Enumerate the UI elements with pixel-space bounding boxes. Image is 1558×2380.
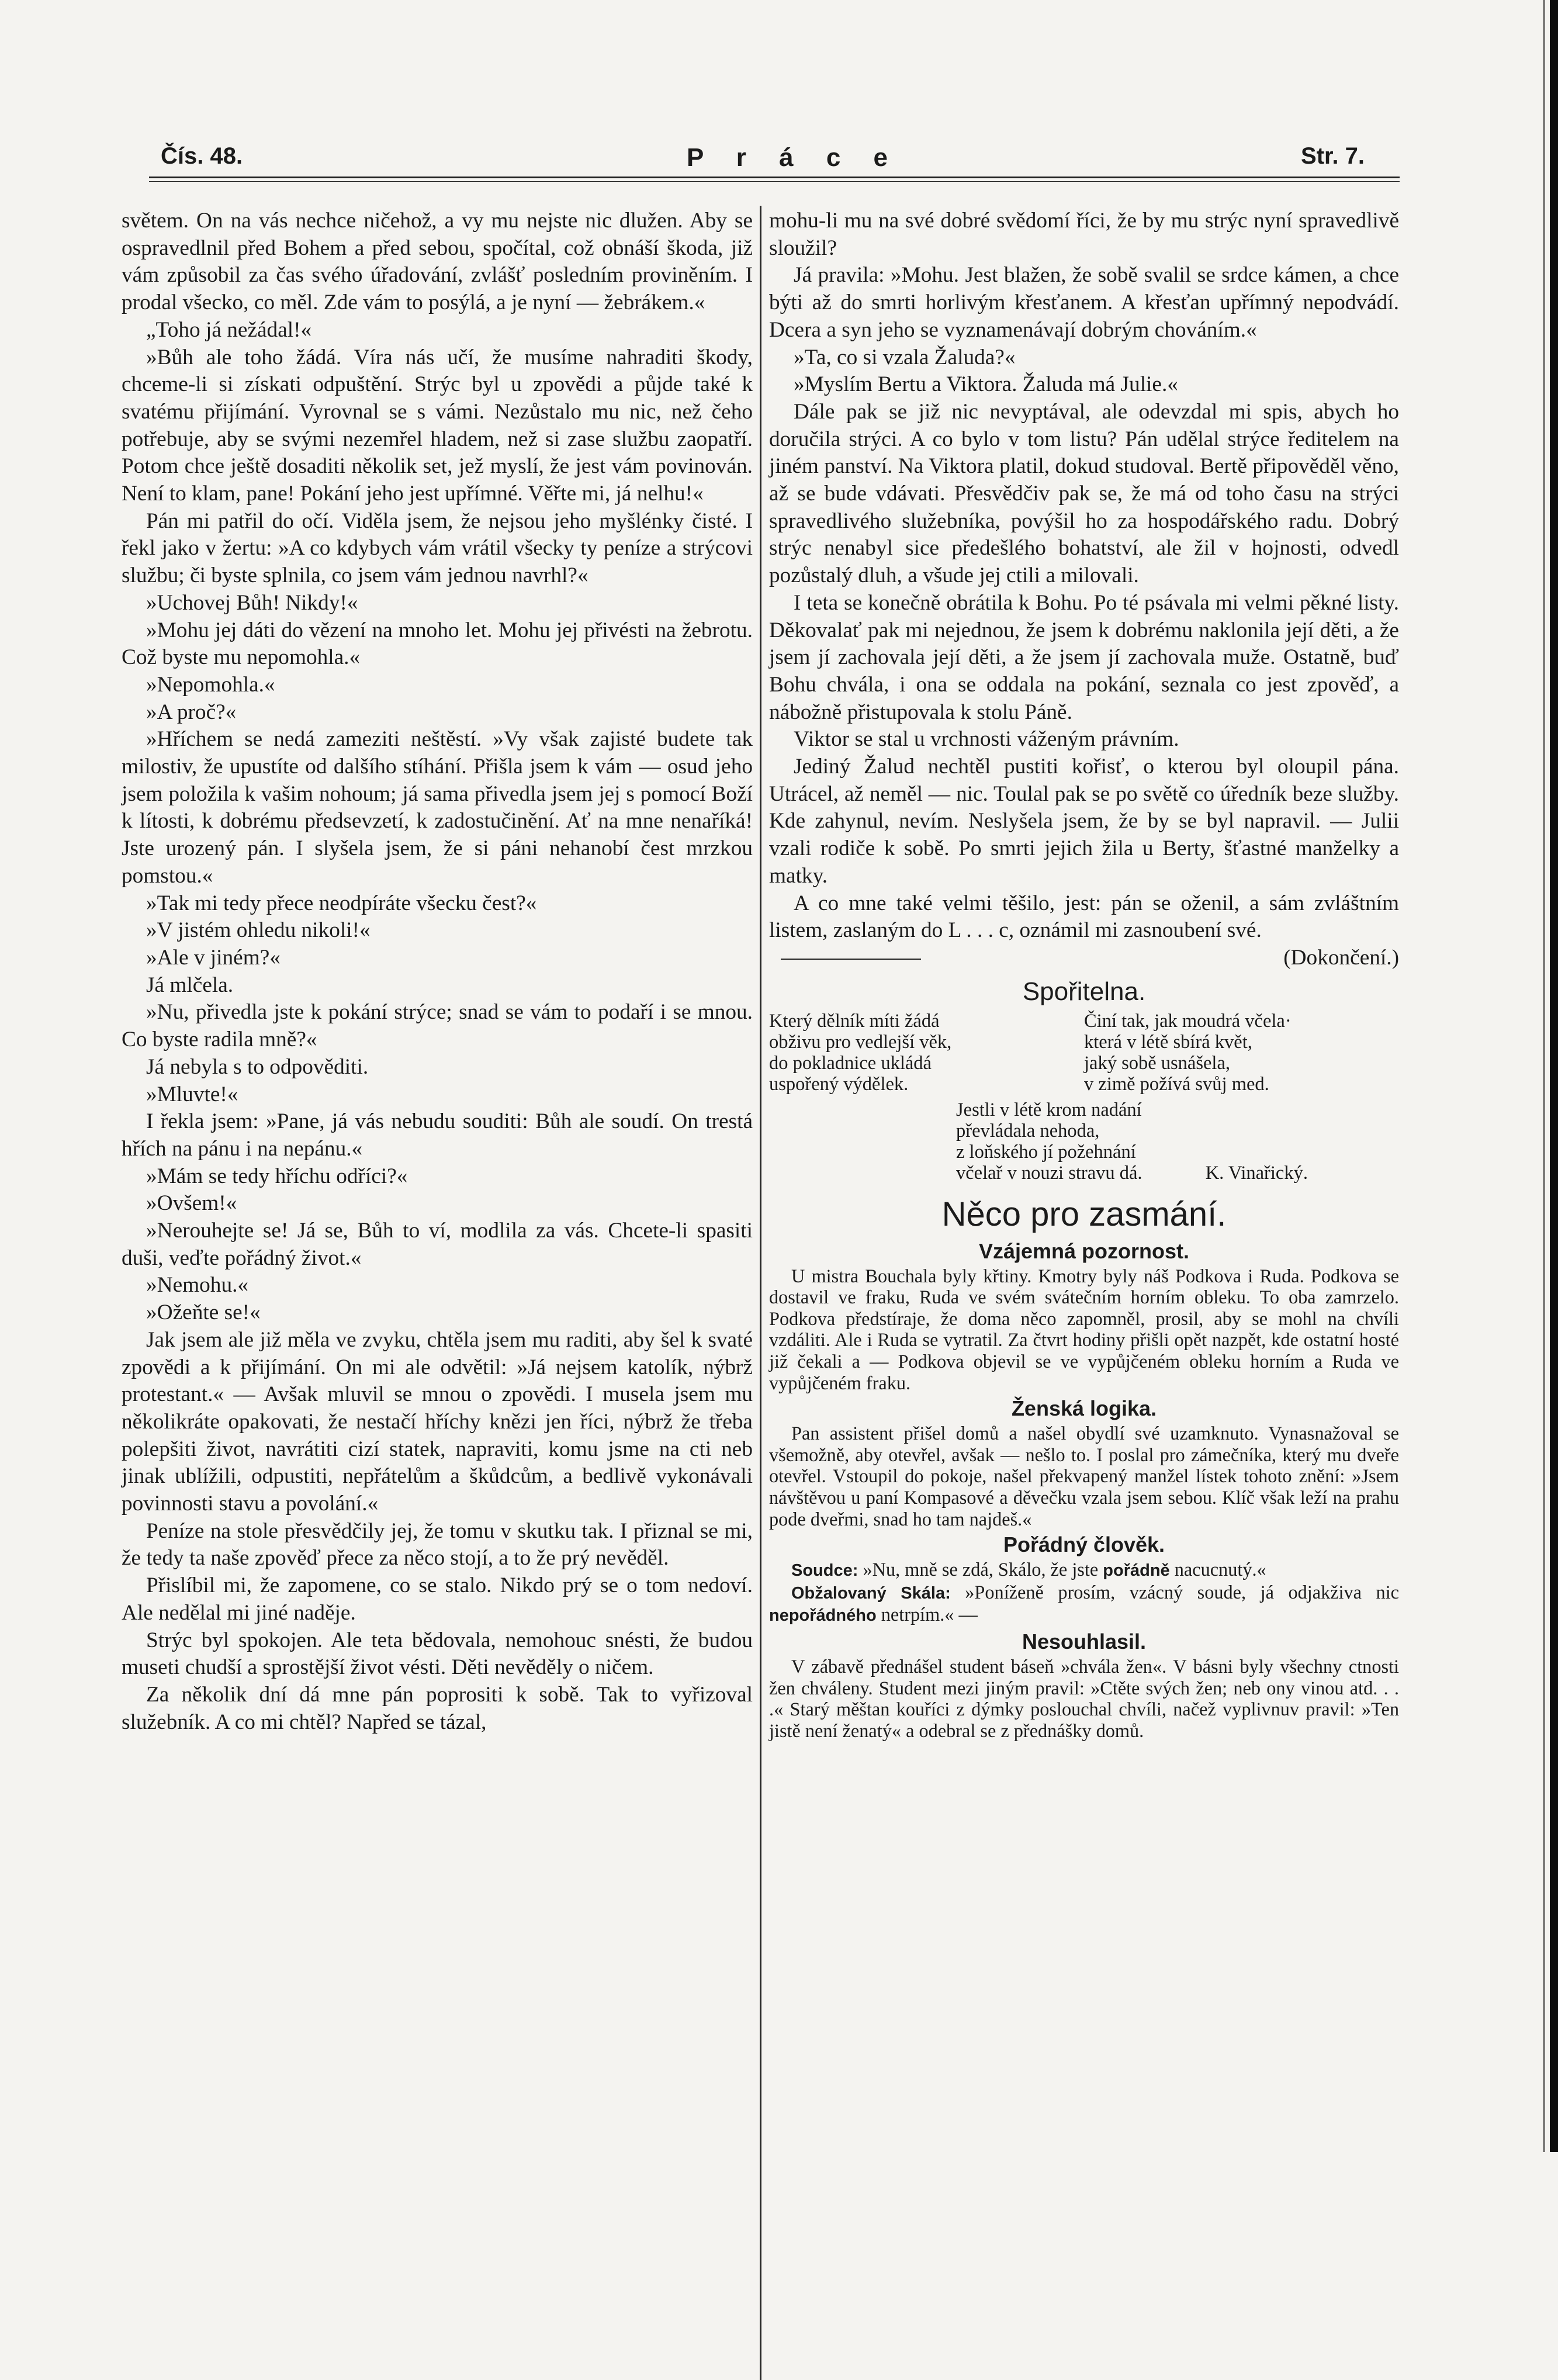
speaker-name: Soudce: (791, 1561, 858, 1580)
paragraph: »Tak mi tedy přece neodpíráte všecku čest?« (146, 891, 537, 915)
poem-stanza-center (956, 1099, 1399, 1184)
paragraph: »Ale v jiném?« (146, 945, 281, 970)
paragraph: Pán mi patřil do očí. Viděla jsem, že nejsou jeho myšlénky čisté. I řekl jako v žertu: »A co kdybych vám vrátil všecky ty peníze a strýcovi službu; či byste splnila, co jsem vám jednou navrhl?« (122, 508, 753, 588)
poem-line: převládala nehoda, (956, 1120, 1100, 1141)
paragraph: »Nu, přivedla jste k pokání strýce; snad se vám to podaří i se mnou. Co byste radila mně?« (122, 1000, 753, 1052)
issue-number: Čís. 48. (161, 143, 243, 169)
joke-heading: Vzájemná pozornost. (978, 1239, 1190, 1263)
poem-line-last (956, 1163, 1399, 1184)
poem-line: do pokladnice ukládá (769, 1052, 932, 1074)
paragraph: »Mohu jej dáti do vězení na mnoho let. Mohu jej přivésti na žebrotu. Což byste mu nepomohla.« (122, 618, 753, 670)
joke-text: U mistra Bouchala byly křtiny. Kmotry byly náš Podkova i Ruda. Podkova se dostavil ve fraku, Ruda ve svém svátečním horním obleku. To oba zamrzelo. Podkova předstíraje, že doma něco zapomněl, prosil, aby se mohl na chvíli vzdáliti. Ale i Ruda se vytratil. Za čtvrt hodiny přišli opět nazpět, kde ostatní hosté již čekali a — Podkova objevil se ve vypůjčeném obleku horním a Ruda ve vypůjčeném fraku. (769, 1265, 1399, 1393)
paragraph: »Mám se tedy hříchu odříci?« (146, 1164, 408, 1188)
paragraph: Já mlčela. (146, 973, 234, 997)
poem-line: z loňského jí požehnání (956, 1141, 1136, 1163)
paragraph: Strýc byl spokojen. Ale teta bědovala, nemohouc snésti, že budou museti chudší a sprostější život vésti. Děti nevěděly o ničem. (122, 1628, 753, 1680)
paragraph: »Nepomohla.« (146, 672, 275, 697)
newspaper-title: P r á c e (687, 143, 901, 172)
dialogue-text: nacucnutý.« (1174, 1559, 1266, 1580)
paragraph: Dále pak se již nic nevyptával, ale odevzdal mi spis, abych ho doručila strýci. A co bylo v tom listu? Pán udělal strýce ředitelem na jiném panství. Na Viktora platil, dokud studoval. Bertě připověděl věno, až se bude vdávati. Přesvědčiv pak se, že má od toho času na strýci spravedlivého služebníka, povýšil ho za hospodářského radu. Dobrý strýc nenabyl sice předešlého bohatství, ale žil v hojnosti, odvedl pozůstalý dluh, a všude jej ctili a milovali. (769, 399, 1399, 588)
paragraph: »Hříchem se nedá zameziti neštěstí. »Vy však zajisté budete tak milostiv, že upustíte od dalšího stíhání. Přišla jsem k vám — osud jeho jsem položila k vašim nohoum; já sama přivedla jsem jej s pomocí Boží k lítosti, k dobrému předsevzetí, k zadostučinění. Ať na mne nenaříká! Jste urozený pán. I slyšela jsem, že si páni nehanobí čest mrzkou pomstou.« (122, 727, 753, 888)
paragraph: I řekla jsem: »Pane, já vás nebudu souditi: Bůh ale soudí. On trestá hřích na pánu i na nepánu.« (122, 1109, 753, 1161)
paragraph: mohu-li mu na své dobré svědomí říci, že by mu strýc nyní spravedlivě sloužil? (769, 209, 1399, 260)
poem-line: v zimě požívá svůj med. (1084, 1073, 1269, 1095)
paragraph: »V jistém ohledu nikoli!« (146, 918, 371, 943)
poem-stanza-right (1084, 1011, 1399, 1095)
humor-section (769, 1239, 1399, 1742)
poem-line: jaký sobě usnášela, (1084, 1052, 1231, 1074)
paragraph: Jak jsem ale již měla ve zvyku, chtěla jsem mu raditi, aby šel k svaté zpovědi a k přijímání. On mi ale odvětil: »Já nejsem katolík, nýbrž protestant.« — Avšak mluvil se mnou o zpovědi. I musela jsem mu několikráte opakovati, že nestačí hříchy knězi jen říci, nýbrž že třeba polepšiti život, navrátiti cizí statek, napraviti, komu jsme na cti neb jinak ublížili, odpustiti, nepřátelům a škůdcům, a bedlivě vykonávali povinnosti stavu a povolání.« (122, 1327, 753, 1516)
poem-line: Který dělník míti žádá (769, 1010, 940, 1032)
paragraph: I teta se konečně obrátila k Bohu. Po té psávala mi velmi pěkné listy. Děkovalať pak mi nejednou, že jsem k dobrému naklonila její děti, a že jsem jí zachovala její děti, a že jsem jí zachovala muže. Ostatně, buď Bohu chvála, i ona se oddala na pokání, seznala co jest zpověď, a nábožně přistupovala k stolu Páně. (769, 590, 1399, 724)
paragraph: Jediný Žalud nechtěl pustiti kořisť, o kterou byl oloupil pána. Utrácel, až neměl — nic. Toulal pak se po světě co úředník beze služby. Kde zahynul, nevím. Neslyšela jsem, že by se byl napravil. — Julii vzali rodiče k sobě. Po smrti jejich žila u Berty, šťastné manželky a matky. (769, 755, 1399, 888)
continued-note: (Dokončení.) (1283, 945, 1399, 970)
paragraph: »Nerouhejte se! Já se, Bůh to ví, modlila za vás. Chcete-li spasiti duši, veďte pořádný život.« (122, 1219, 753, 1270)
paragraph: Peníze na stole přesvědčily jej, že tomu v skutku tak. I přiznal se mi, že tedy ta naše zpověď přece za něco stojí, a to že prý nevěděl. (122, 1518, 753, 1570)
joke-text: V zábavě přednášel student báseň »chvála žen«. V básni byly všechny ctnosti žen chváleny. Student mezi jiným pravil: »Ctěte svých žen; neb ony vinou atd. . . .« Starý měštan kouříci z dýmky poslouchal chvíli, načež vyplivnuv pravil: »Ten jistě není ženatý« a odebral se z přednášky domů. (769, 1656, 1399, 1741)
paragraph: „Toho já nežádal!« (146, 317, 312, 342)
dialogue-text: »Poníženě prosím, vzácný soude, já odjakživa nic (965, 1581, 1399, 1603)
paragraph: »Uchovej Bůh! Nikdy!« (146, 590, 358, 615)
paragraph: »Ovšem!« (146, 1191, 237, 1216)
paragraph: »Myslím Bertu a Viktora. Žaluda má Julie.« (794, 372, 1178, 397)
column-divider (760, 206, 761, 2380)
paragraph: Viktor se stal u vrchnosti váženým právním. (794, 727, 1179, 752)
paragraph: »Ožeňte se!« (146, 1300, 261, 1325)
dialogue-line (769, 1582, 1399, 1627)
poem-line: která v létě sbírá květ, (1084, 1031, 1252, 1053)
poem-row (769, 1011, 1399, 1095)
paragraph: A co mne také velmi těšilo, jest: pán se oženil, a sám zvláštním listem, zaslaným do L . . . c, oznámil mi zasnoubení své. (769, 891, 1399, 943)
paragraph: »Bůh ale toho žádá. Víra nás učí, že musíme nahraditi škody, chceme-li si získati odpuštění. Strýc byl u zpovědi a půjde také k svatému přijímání. Vyrovnal se s vámi. Nezůstalo mu nic, než čeho potřebuje, aby se svými nezemřel hladem, než si zase službu zaopatří. Potom chce ještě dosaditi několik set, jež myslí, že jest vám povinován. Není to klam, pane! Pokání jeho jest upřímné. Věřte mi, já nelhu!« (122, 345, 753, 506)
poem (769, 1011, 1399, 1184)
joke-text: Pan assistent přišel domů a našel obydlí své uzamknuto. Vynasnažoval se všemožně, aby otevřel, avšak — nešlo to. I poslal pro zámečníka, který mu dveře otevřel. Vstoupil do pokoje, našel překvapený manžel lístek tohoto znění: »Jsem návštěvou u paní Kompasové a děvečku vzala jsem sebou. Klíč však leží na prahu pode dveřmi, snad ho tam najdeš.« (769, 1423, 1399, 1530)
dialogue-text: »Nu, mně se zdá, Skálo, že jste (863, 1559, 1099, 1580)
paragraph: »Mluvte!« (146, 1082, 238, 1106)
speaker-name: Obžalovaný Skála: (791, 1583, 951, 1603)
dialogue-line (769, 1559, 1399, 1582)
poem-line: obživu pro vedlejší věk, (769, 1031, 952, 1053)
paragraph: Přislíbil mi, že zapomene, co se stalo. Nikdo prý se o tom nedoví. Ale nedělal mi jiné naděje. (122, 1573, 753, 1625)
poem-line: uspořený výdělek. (769, 1073, 909, 1095)
page-binding-edge (1550, 0, 1558, 2152)
header-rule-top (149, 177, 1400, 178)
paragraph: Já nebyla s to odpověditi. (146, 1054, 369, 1079)
joke-heading: Ženská logika. (1011, 1396, 1157, 1421)
emphasis-word: pořádně (1103, 1561, 1170, 1580)
emphasis-word: nepořádného (769, 1606, 877, 1625)
humor-section-title: Něco pro zasmání. (941, 1195, 1227, 1233)
dialogue-text: netrpím.« — (881, 1604, 978, 1625)
poem-line: Činí tak, jak moudrá včela· (1084, 1010, 1292, 1032)
poem-stanza-left (769, 1011, 1084, 1095)
paragraph: »Nemohu.« (146, 1273, 249, 1298)
paragraph: světem. On na vás nechce ničehož, a vy mu nejste nic dlužen. Aby se ospravedlnil před Bohem a před sebou, spočítal, což obnáší škoda, již vám způsobil za čas svého úřadování, zvlášť posledním proviněním. I prodal všecko, co měl. Zde vám to posýlá, a je nyní — žebrákem.« (122, 209, 753, 315)
poem-title: Spořitelna. (1022, 977, 1146, 1006)
header-rule-bottom (149, 181, 1400, 182)
continued-line (769, 945, 1399, 972)
poem-author: K. Vinařický. (1205, 1162, 1308, 1184)
page-number: Str. 7. (1301, 143, 1365, 169)
paragraph: Za několik dní dá mne pán poprositi k sobě. Tak to vyřizoval služebník. A co mi chtěl? Napřed se tázal, (122, 1682, 753, 1734)
joke-heading: Nesouhlasil. (1022, 1630, 1147, 1653)
joke-heading: Pořádný člověk. (1003, 1533, 1165, 1557)
paragraph: »Ta, co si vzala Žaluda?« (794, 345, 1016, 369)
separator-dash (781, 959, 921, 960)
page-edge-shadow (1543, 0, 1545, 2152)
left-column (122, 207, 753, 1736)
poem-line: včelař v nouzi stravu dá. (956, 1162, 1142, 1184)
page-header (161, 143, 1365, 172)
paragraph: Já pravila: »Mohu. Jest blažen, že sobě svalil se srdce kámen, a chce býti až do smrti horlivým křesťanem. A křesťan upřímný nepodvádí. Dcera a syn jeho se vyznamenávají dobrým chováním.« (769, 263, 1399, 342)
paragraph: »A proč?« (146, 700, 237, 724)
poem-line: Jestli v létě krom nadání (956, 1099, 1142, 1120)
right-column (769, 207, 1399, 1741)
